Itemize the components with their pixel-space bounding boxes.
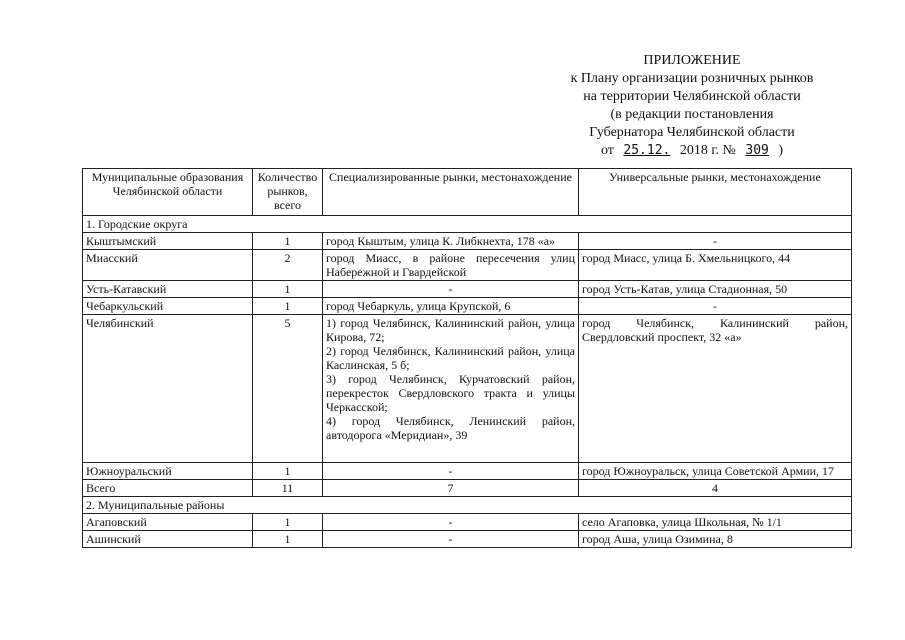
column-header-count: Количество рынков, всего: [253, 169, 323, 216]
section-title: 2. Муниципальные районы: [83, 497, 852, 514]
column-header-specialized: Специализированные рынки, местонахождение: [323, 169, 579, 216]
document-header: [547, 52, 837, 160]
table-row: [83, 463, 852, 480]
municipality-cell: Усть-Катавский: [83, 281, 253, 298]
total-specialized: 7: [323, 480, 579, 497]
municipality-cell: Миасский: [83, 250, 253, 281]
column-header-municipality: Муниципальные образования Челябинской области: [83, 169, 253, 216]
specialized-market-item: город Чебаркуль, улица Крупской, 6: [326, 299, 511, 313]
universal-market-cell: село Агаповка, улица Школьная, № 1/1: [579, 514, 852, 531]
table-row: [83, 315, 852, 463]
municipality-cell: Челябинский: [83, 315, 253, 463]
table-row: [83, 281, 852, 298]
market-count-cell: 1: [253, 233, 323, 250]
market-count-cell: 1: [253, 463, 323, 480]
specialized-market-item: 1) город Челябинск, Калининский район, улица Кирова, 72;: [326, 316, 575, 344]
specialized-market-item: 4) город Челябинск, Ленинский район, автодорога «Меридиан», 39: [326, 414, 575, 442]
specialized-markets-cell: [323, 250, 579, 281]
specialized-market-item: -: [448, 464, 453, 478]
specialized-market-item: 3) город Челябинск, Курчатовский район, перекресток Свердловского тракта и улицы Черкасской;: [326, 372, 575, 414]
specialized-markets-cell: [323, 463, 579, 480]
municipality-cell: Кыштымский: [83, 233, 253, 250]
table-row: [83, 250, 852, 281]
specialized-market-item: 2) город Челябинск, Калининский район, улица Каслинская, 5 б;: [326, 344, 575, 372]
total-label: Всего: [83, 480, 253, 497]
market-count-cell: 1: [253, 531, 323, 548]
universal-market-cell: -: [579, 298, 852, 315]
date-value: 25.12.: [623, 143, 671, 158]
specialized-markets-cell: [323, 233, 579, 250]
universal-market-cell: город Усть-Катав, улица Стадионная, 50: [579, 281, 852, 298]
market-count-cell: 1: [253, 514, 323, 531]
header-date-line: [547, 142, 837, 160]
market-count-cell: 1: [253, 298, 323, 315]
universal-market-cell: город Аша, улица Озимина, 8: [579, 531, 852, 548]
specialized-markets-cell: -: [323, 514, 579, 531]
header-line-4: Губернатора Челябинской области: [589, 125, 795, 140]
specialized-markets-cell: [323, 315, 579, 463]
date-suffix: ): [778, 143, 784, 158]
markets-table: [82, 168, 852, 548]
header-line-2: на территории Челябинской области: [583, 89, 801, 104]
specialized-markets-cell: [323, 298, 579, 315]
total-count: 11: [253, 480, 323, 497]
specialized-markets-cell: -: [323, 531, 579, 548]
header-line-1: к Плану организации розничных рынков: [570, 71, 814, 86]
section-title: 1. Городские округа: [83, 216, 852, 233]
table-header-row: [83, 169, 852, 216]
document-number: 309: [745, 143, 769, 158]
universal-market-cell: город Челябинск, Калининский район, Свердловский проспект, 32 «а»: [579, 315, 852, 463]
market-count-cell: 2: [253, 250, 323, 281]
municipality-cell: Чебаркульский: [83, 298, 253, 315]
specialized-market-item: город Миасс, в районе пересечения улиц Набережной и Гвардейской: [326, 251, 575, 279]
market-count-cell: 1: [253, 281, 323, 298]
municipality-cell: Южноуральский: [83, 463, 253, 480]
header-line-3: (в редакции постановления: [610, 107, 774, 122]
municipality-cell: Ашинский: [83, 531, 253, 548]
table-row: [83, 531, 852, 548]
section-row: [83, 497, 852, 514]
municipality-cell: Агаповский: [83, 514, 253, 531]
market-count-cell: 5: [253, 315, 323, 463]
date-year: 2018 г. №: [679, 143, 736, 158]
universal-market-cell: город Миасс, улица Б. Хмельницкого, 44: [579, 250, 852, 281]
section-row: [83, 216, 852, 233]
specialized-market-item: город Кыштым, улица К. Либкнехта, 178 «а»: [326, 234, 556, 248]
date-prefix: от: [600, 143, 614, 158]
total-row: [83, 480, 852, 497]
column-header-universal: Универсальные рынки, местонахождение: [579, 169, 852, 216]
table-row: [83, 233, 852, 250]
total-universal: 4: [579, 480, 852, 497]
specialized-market-item: -: [448, 282, 453, 296]
table-row: [83, 298, 852, 315]
specialized-markets-cell: [323, 281, 579, 298]
universal-market-cell: -: [579, 233, 852, 250]
table-row: [83, 514, 852, 531]
header-title: ПРИЛОЖЕНИЕ: [643, 53, 741, 68]
universal-market-cell: город Южноуральск, улица Советской Армии, 17: [579, 463, 852, 480]
